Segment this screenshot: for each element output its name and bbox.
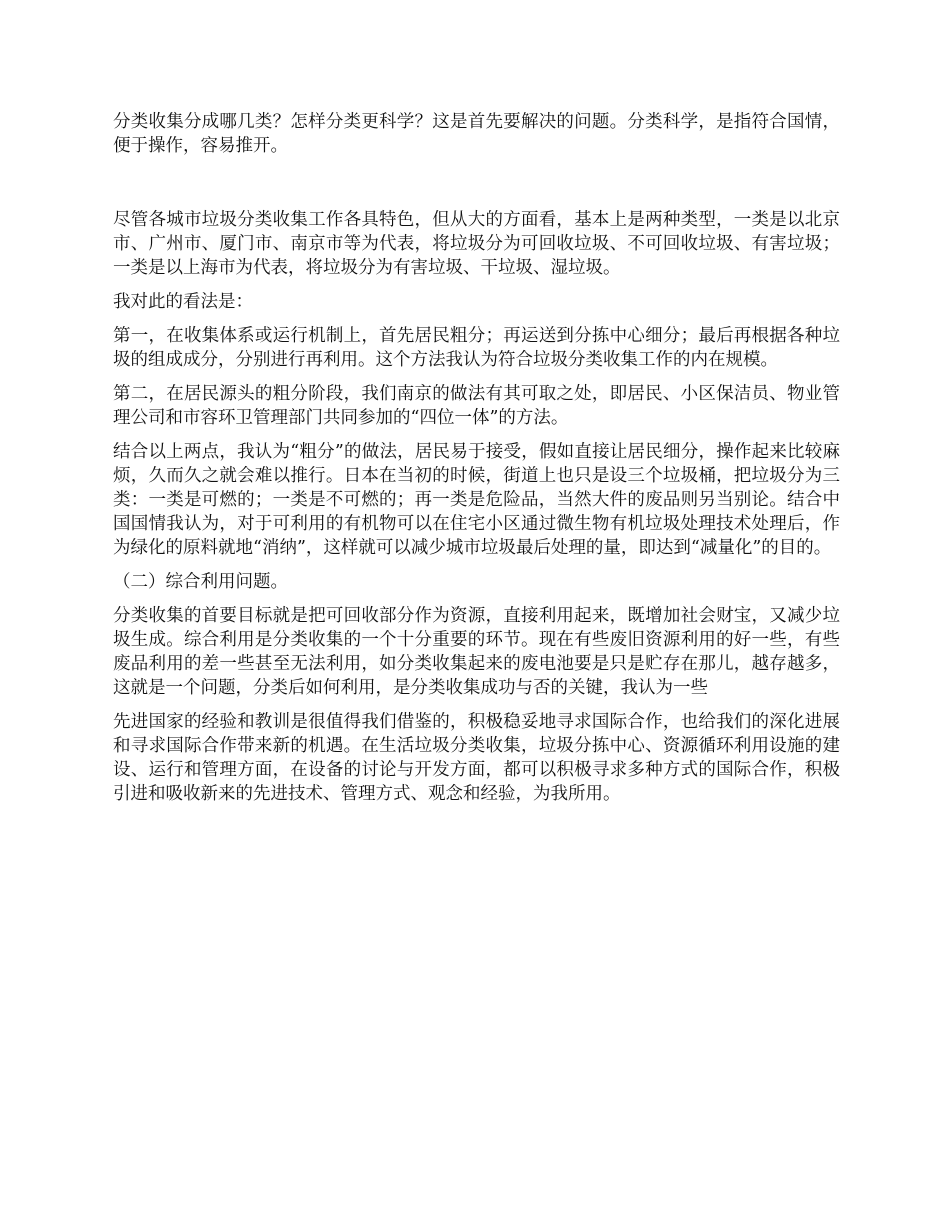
paragraph-international-cooperation: 先进国家的经验和教训是很值得我们借鉴的，积极稳妥地寻求国际合作，也给我们的深化进展和寻求国际合作带来新的机遇。在生活垃圾分类收集，垃圾分拣中心、资源循环利用设施的建设、运行和管理方面，在设备的讨论与开发方面，都可以积极寻求多种方式的国际合作，积极引进和吸收新来的先进技术、管理方式、观念和经验，为我所用。 — [113, 712, 840, 804]
section-heading-comprehensive-use: （二）综合利用问题。 — [113, 572, 288, 592]
paragraph-second-point: 第二，在居民源头的粗分阶段，我们南京的做法有其可取之处，即居民、小区保洁员、物业管理公司和市容环卫管理部门共同参加的“四位一体”的方法。 — [113, 384, 840, 428]
paragraph-city-types: 尽管各城市垃圾分类收集工作各具特色，但从大的方面看，基本上是两种类型，一类是以北京市、广州市、厦门市、南京市等为代表，将垃圾分为可回收垃圾、不可回收垃圾、有害垃圾；一类是以上海市为代表，将垃圾分为有害垃圾、干垃圾、湿垃圾。 — [113, 210, 840, 278]
document-page — [113, 110, 840, 816]
paragraph-utilization: 分类收集的首要目标就是把可回收部分作为资源，直接利用起来，既增加社会财宝，又减少垃圾生成。综合利用是分类收集的一个十分重要的环节。现在有些废旧资源利用的好一些，有些废品利用的差一些甚至无法利用，如分类收集起来的废电池要是只是贮存在那儿，越存越多，这就是一个问题，分类后如何利用，是分类收集成功与否的关键，我认为一些 — [113, 606, 840, 698]
paragraph-my-view: 我对此的看法是： — [113, 292, 253, 312]
paragraph-classification-question: 分类收集分成哪几类？怎样分类更科学？这是首先要解决的问题。分类科学，是指符合国情，便于操作，容易推开。 — [113, 112, 840, 156]
paragraph-first-point: 第一，在收集体系或运行机制上，首先居民粗分；再运送到分拣中心细分；最后再根据各种垃圾的组成成分，分别进行再利用。这个方法我认为符合垃圾分类收集工作的内在规模。 — [113, 326, 840, 370]
paragraph-combined-points: 结合以上两点，我认为“粗分”的做法，居民易于接受，假如直接让居民细分，操作起来比较麻烦，久而久之就会难以推行。日本在当初的时候，街道上也只是设三个垃圾桶，把垃圾分为三类：一类是可燃的；一类是不可燃的；再一类是危险品，当然大件的废品则另当别论。结合中国国情我认为，对于可利用的有机物可以在住宅小区通过微生物有机垃圾处理技术处理后，作为绿化的原料就地“消纳”，这样就可以减少城市垃圾最后处理的量，即达到“减量化”的目的。 — [113, 442, 840, 558]
